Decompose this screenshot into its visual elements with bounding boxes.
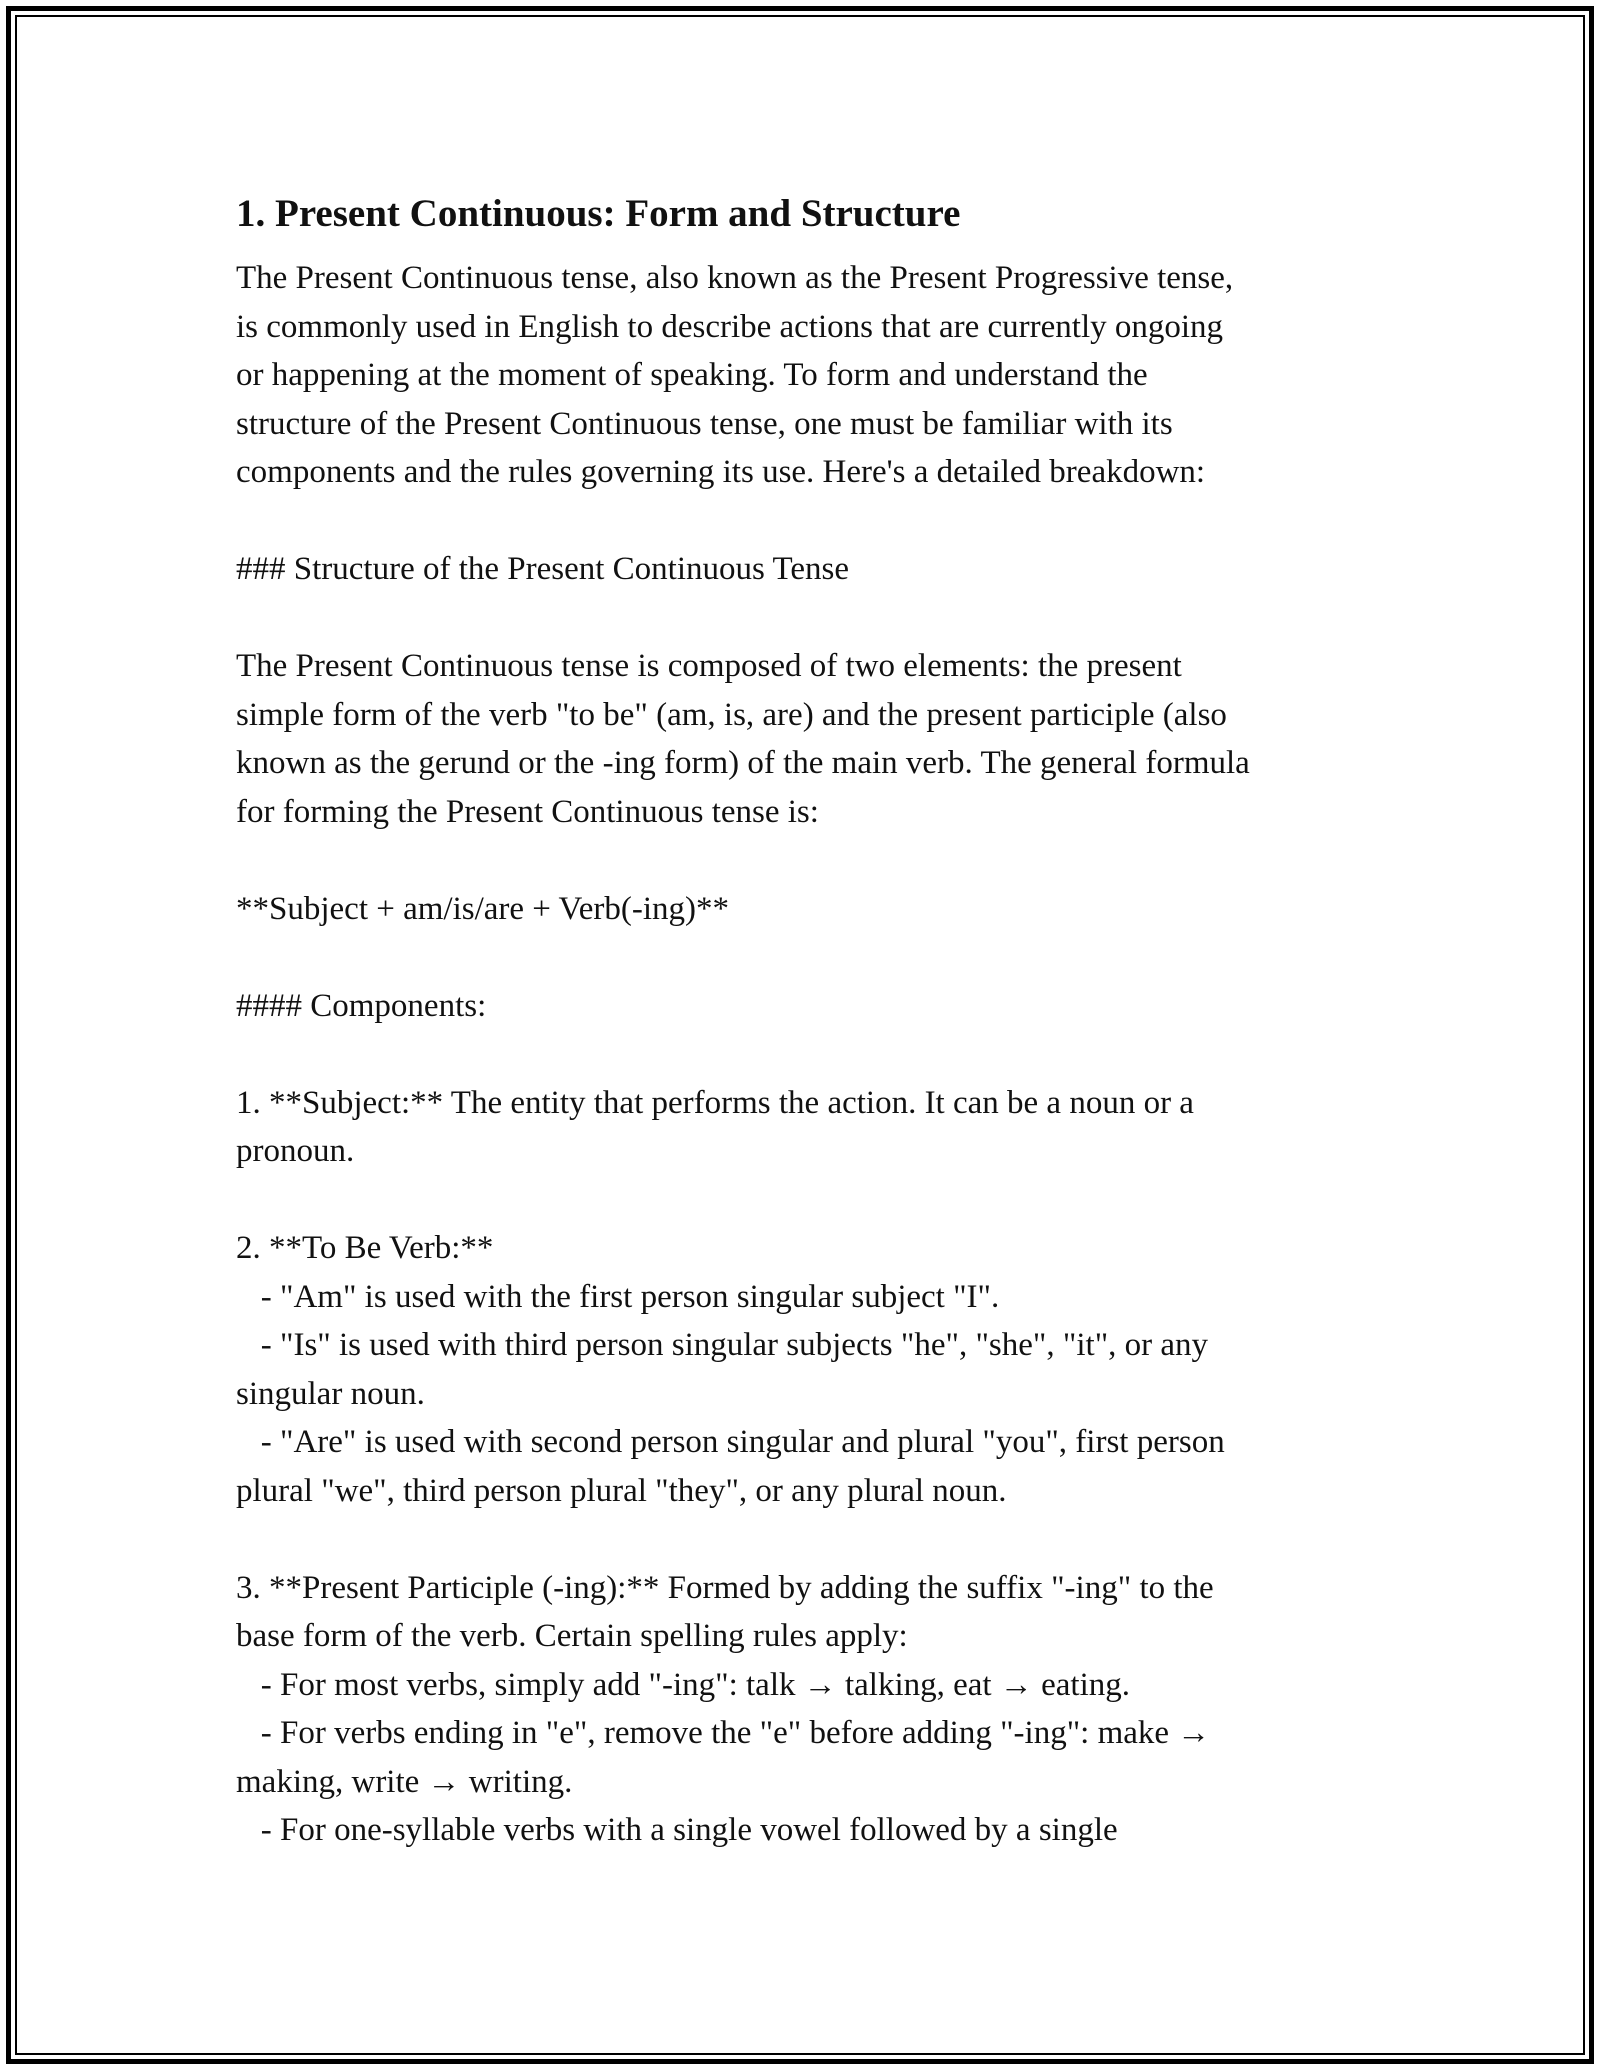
spacer — [236, 836, 1386, 885]
spacer — [236, 594, 1386, 643]
spacer — [236, 497, 1386, 546]
spacer — [236, 1176, 1386, 1225]
spacer — [236, 1515, 1386, 1564]
component-subject: 1. **Subject:** The entity that performs the action. It can be a noun or a pronoun. — [236, 1084, 1194, 1169]
component-present-participle: 3. **Present Participle (-ing):** Formed by adding the suffix "-ing" to the base form of the verb. Certain spelling rules apply: - For most verbs, simply add "-ing": talk → talking, eat → eating. - For verbs ending in "e", remove the "e" before adding "-ing": make → making, write → writing. - For one-syllable verbs with a single vowel followed by a single — [236, 1569, 1214, 1848]
spacer — [236, 933, 1386, 982]
structure-subheading: ### Structure of the Present Continuous Tense — [236, 551, 849, 587]
component-to-be-verb: 2. **To Be Verb:** - "Am" is used with the first person singular subject "I". - "Is" is used with third person singular subjects "he", "she", "it", or any singular noun. - "Are" is used with second person singular and plural "you", first person plural "we", third person plural "they", or any plural noun. — [236, 1230, 1225, 1509]
intro-paragraph: The Present Continuous tense, also known as the Present Progressive tense, is commonly used in English to describe actions that are currently ongoing or happening at the moment of speaking. To form and understand the structure of the Present Continuous tense, one must be familiar with its components and the rules governing its use. Here's a detailed breakdown: — [236, 260, 1234, 490]
formula-line: **Subject + am/is/are + Verb(-ing)** — [236, 890, 730, 927]
components-subheading: #### Components: — [236, 987, 487, 1024]
document-page — [236, 186, 1386, 1855]
structure-paragraph: The Present Continuous tense is composed of two elements: the present simple form of the verb "to be" (am, is, are) and the present participle (also known as the gerund or the -ing form) of the main verb. The general formula for forming the Present Continuous tense is: — [236, 648, 1250, 830]
document-title: 1. Present Continuous: Form and Structure — [236, 192, 961, 235]
spacer — [236, 1030, 1386, 1079]
